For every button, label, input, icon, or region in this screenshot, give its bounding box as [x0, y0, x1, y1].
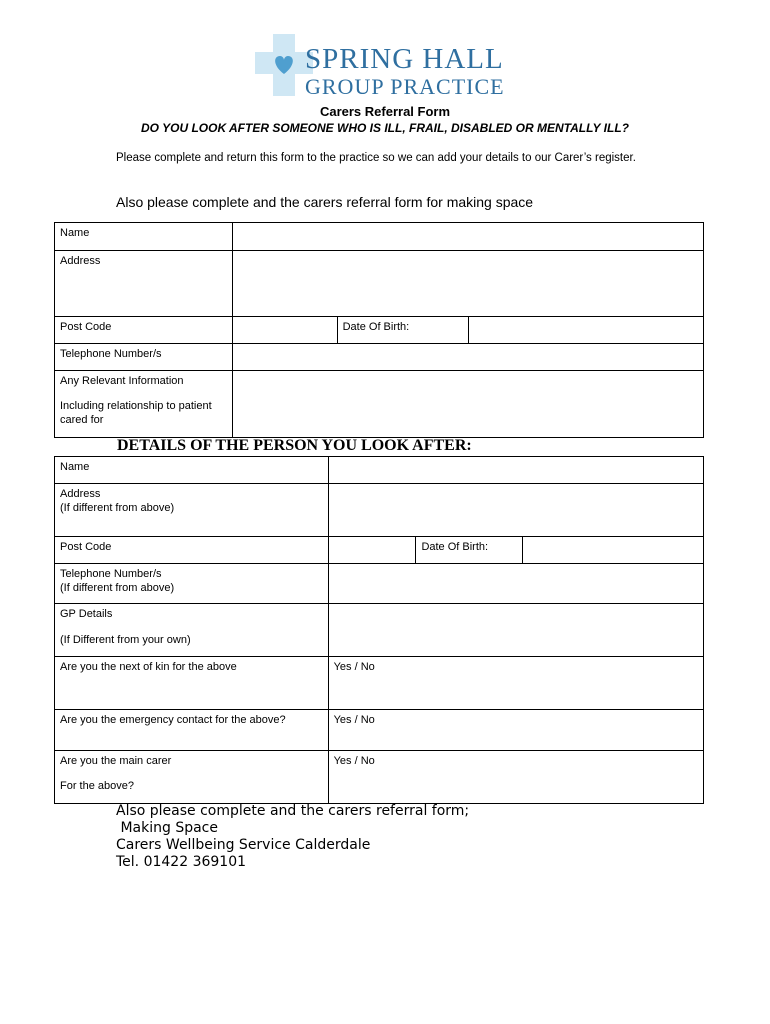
- cared-name-field[interactable]: [328, 457, 703, 484]
- footer-line2: Making Space: [116, 820, 218, 836]
- logo-line2: GROUP PRACTICE: [305, 74, 505, 98]
- cared-telephone-field[interactable]: [328, 564, 703, 604]
- footer-line1: Also please complete and the carers referral form;: [116, 803, 470, 819]
- address-label: Address: [55, 251, 233, 317]
- name-field[interactable]: [232, 223, 703, 251]
- footer-note: [116, 803, 469, 871]
- form-title: Carers Referral Form: [319, 104, 451, 119]
- main-carer-label-line2: For the above?: [60, 780, 134, 792]
- info-label-line1: Any Relevant Information: [60, 375, 184, 387]
- telephone-label: Telephone Number/s: [55, 344, 233, 371]
- cared-postcode-label: Post Code: [55, 537, 329, 564]
- main-carer-label-line1: Are you the main carer: [60, 755, 172, 767]
- intro-text: Please complete and return this form to the practice so we can add your details to our Carer’s register.: [116, 152, 636, 164]
- dob-label: Date Of Birth:: [337, 317, 469, 344]
- cared-address-field[interactable]: [328, 484, 703, 537]
- cared-telephone-label-line1: Telephone Number/s: [60, 568, 162, 580]
- kin-field[interactable]: Yes / No: [328, 657, 703, 710]
- cared-dob-label: Date Of Birth:: [416, 537, 523, 564]
- carer-details-table: [54, 222, 704, 438]
- cared-postcode-field[interactable]: [328, 537, 416, 564]
- gp-label-line1: GP Details: [60, 608, 113, 620]
- address-field[interactable]: [232, 251, 703, 317]
- logo-graphic: [255, 34, 517, 98]
- info-label-line2: Including relationship to patient cared for: [60, 400, 212, 426]
- name-label: Name: [55, 223, 233, 251]
- footer-line3: Carers Wellbeing Service Calderdale: [116, 837, 371, 853]
- postcode-label: Post Code: [55, 317, 233, 344]
- cared-person-table: [54, 456, 704, 804]
- cared-address-label: [55, 484, 329, 537]
- cared-address-label-line1: Address: [60, 488, 101, 500]
- section-heading: DETAILS OF THE PERSON YOU LOOK AFTER:: [117, 437, 472, 454]
- main-carer-field[interactable]: Yes / No: [328, 751, 703, 804]
- dob-field[interactable]: [469, 317, 704, 344]
- also-note: Also please complete and the carers referral form for making space: [116, 194, 534, 210]
- gp-field[interactable]: [328, 604, 703, 657]
- info-field[interactable]: [232, 371, 703, 438]
- postcode-field[interactable]: [232, 317, 337, 344]
- cared-telephone-label-line2: (If different from above): [60, 582, 175, 594]
- kin-label: Are you the next of kin for the above: [55, 657, 329, 710]
- cared-dob-field[interactable]: [523, 537, 704, 564]
- info-label: [55, 371, 233, 438]
- cared-address-label-line2: (If different from above): [60, 502, 175, 514]
- footer-line4: Tel. 01422 369101: [116, 854, 247, 870]
- main-carer-label: [55, 751, 329, 804]
- gp-label: [55, 604, 329, 657]
- practice-logo: [255, 34, 517, 98]
- logo-line1: SPRING HALL: [305, 43, 504, 75]
- cared-name-label: Name: [55, 457, 329, 484]
- cared-telephone-label: [55, 564, 329, 604]
- emergency-field[interactable]: Yes / No: [328, 710, 703, 751]
- form-subtitle: DO YOU LOOK AFTER SOMEONE WHO IS ILL, FRAIL, DISABLED OR MENTALLY ILL?: [141, 121, 629, 135]
- gp-label-line2: (If Different from your own): [60, 634, 191, 646]
- emergency-label: Are you the emergency contact for the above?: [55, 710, 329, 751]
- telephone-field[interactable]: [232, 344, 703, 371]
